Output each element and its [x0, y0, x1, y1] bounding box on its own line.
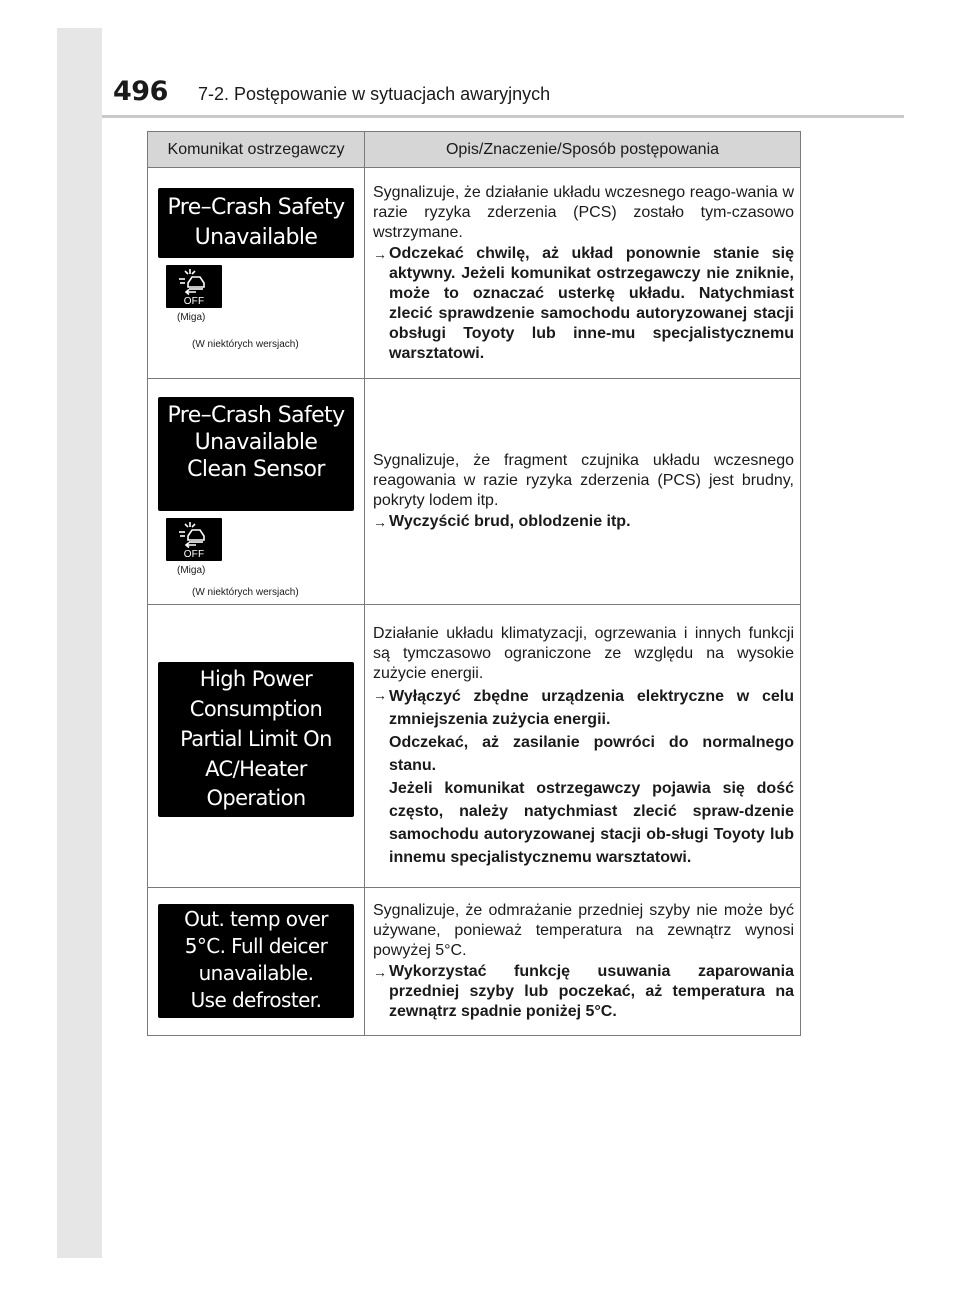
action-instruction — [373, 962, 794, 1022]
icon-caption: (Miga) — [177, 312, 206, 323]
message-screen — [158, 662, 354, 817]
screen-line: Unavailable — [194, 430, 318, 455]
message-screen — [158, 397, 354, 511]
description-text: Sygnalizuje, że odmrażanie przedniej szyby nie może być używane, ponieważ temperatura na zewnątrz wynosi powyżej 5°C. — [373, 902, 794, 959]
header-rule — [102, 115, 904, 118]
action-text: Wyłączyć zbędne urządzenia elektryczne w celu zmniejszenia zużycia energii. — [389, 687, 794, 728]
description-cell — [365, 379, 801, 605]
description-cell — [365, 168, 801, 379]
action-instruction — [373, 244, 794, 364]
screen-line: AC/Heater — [205, 757, 307, 781]
pcs-car-icon — [176, 521, 212, 549]
page-header — [102, 72, 902, 116]
table-row — [148, 888, 801, 1036]
page-number: 496 — [113, 76, 168, 107]
table-header-row — [148, 132, 801, 168]
message-image-cell — [148, 888, 365, 1036]
screen-line: Partial Limit On — [180, 727, 332, 751]
description-text: Działanie układu klimatyzacji, ogrzewania i innych funkcji są tymczasowo ograniczone ze względu na wysokie zużycie energii. — [373, 624, 794, 682]
screen-line: Pre–Crash Safety — [167, 403, 345, 428]
screen-line: Clean Sensor — [187, 457, 325, 482]
action-text: Odczekać chwilę, aż układ ponownie stanie się aktywny. Jeżeli komunikat ostrzegawczy nie zniknie, może to oznaczać usterkę układu. Natychmiast zlecić sprawdzenie samochodu autoryzowanej stacji obsługi Toyoty lub inne-mu specjalistycznemu warsztatowi. — [389, 244, 794, 362]
message-image-cell — [148, 168, 365, 379]
table-row — [148, 379, 801, 605]
icon-caption: (Miga) — [177, 565, 206, 576]
arrow-icon: → — [373, 514, 387, 530]
arrow-icon: → — [373, 964, 387, 980]
action-text: Jeżeli komunikat ostrzegawczy pojawia się dość często, należy natychmiast zlecić spraw-dzenie samochodu autoryzowanej stacji ob-sługi Toyoty lub innemu specjalistycznemu warsztatowi. — [389, 779, 794, 866]
screen-line: High Power — [199, 667, 313, 691]
section-title: 7-2. Postępowanie w sytuacjach awaryjnych — [198, 84, 551, 104]
pcs-off-icon — [166, 518, 222, 561]
arrow-icon: → — [373, 245, 387, 262]
message-screen — [158, 188, 354, 258]
screen-line: Out. temp over — [184, 907, 328, 931]
icon-off-label: OFF — [183, 296, 205, 307]
description-cell — [365, 888, 801, 1036]
page-side-bar — [57, 28, 102, 1258]
table-row — [148, 168, 801, 379]
column-header-message: Komunikat ostrzegawczy — [148, 132, 365, 168]
action-instruction — [373, 685, 794, 869]
screen-line: Operation — [206, 786, 306, 810]
pcs-car-icon — [176, 268, 212, 296]
icon-off-label: OFF — [183, 549, 205, 560]
pcs-off-icon — [166, 265, 222, 308]
description-cell — [365, 605, 801, 888]
action-instruction — [373, 512, 794, 532]
screen-line: Pre–Crash Safety — [167, 195, 345, 220]
column-header-description: Opis/Znaczenie/Sposób postępowania — [365, 132, 801, 168]
screen-line: unavailable. — [198, 961, 314, 985]
screen-line: 5°C. Full deicer — [184, 934, 328, 958]
description-text: Sygnalizuje, że fragment czujnika układu wczesnego reagowania w razie ryzyka zderzenia (PCS) jest brudny, pokryty lodem itp. — [373, 452, 794, 509]
action-text: Odczekać, aż zasilanie powróci do normalnego stanu. — [389, 733, 794, 774]
message-screen — [158, 904, 354, 1018]
screen-line: Consumption — [189, 697, 323, 721]
version-note: (W niektórych wersjach) — [192, 587, 299, 598]
action-text: Wykorzystać funkcję usuwania zaparowania przedniej szyby lub poczekać, aż temperatura na zewnątrz spadnie poniżej 5°C. — [389, 963, 794, 1020]
message-image-cell — [148, 605, 365, 888]
table-row — [148, 605, 801, 888]
message-image-cell — [148, 379, 365, 605]
description-text: Sygnalizuje, że działanie układu wczesnego reago-wania w razie ryzyka zderzenia (PCS) zostało tym-czasowo wstrzymane. — [373, 183, 794, 241]
version-note: (W niektórych wersjach) — [192, 339, 299, 350]
action-text: Wyczyścić brud, oblodzenie itp. — [389, 513, 631, 530]
screen-line: Unavailable — [194, 225, 318, 250]
screen-line: Use defroster. — [190, 988, 322, 1012]
warning-messages-table — [147, 131, 801, 1036]
arrow-icon: → — [373, 686, 387, 703]
